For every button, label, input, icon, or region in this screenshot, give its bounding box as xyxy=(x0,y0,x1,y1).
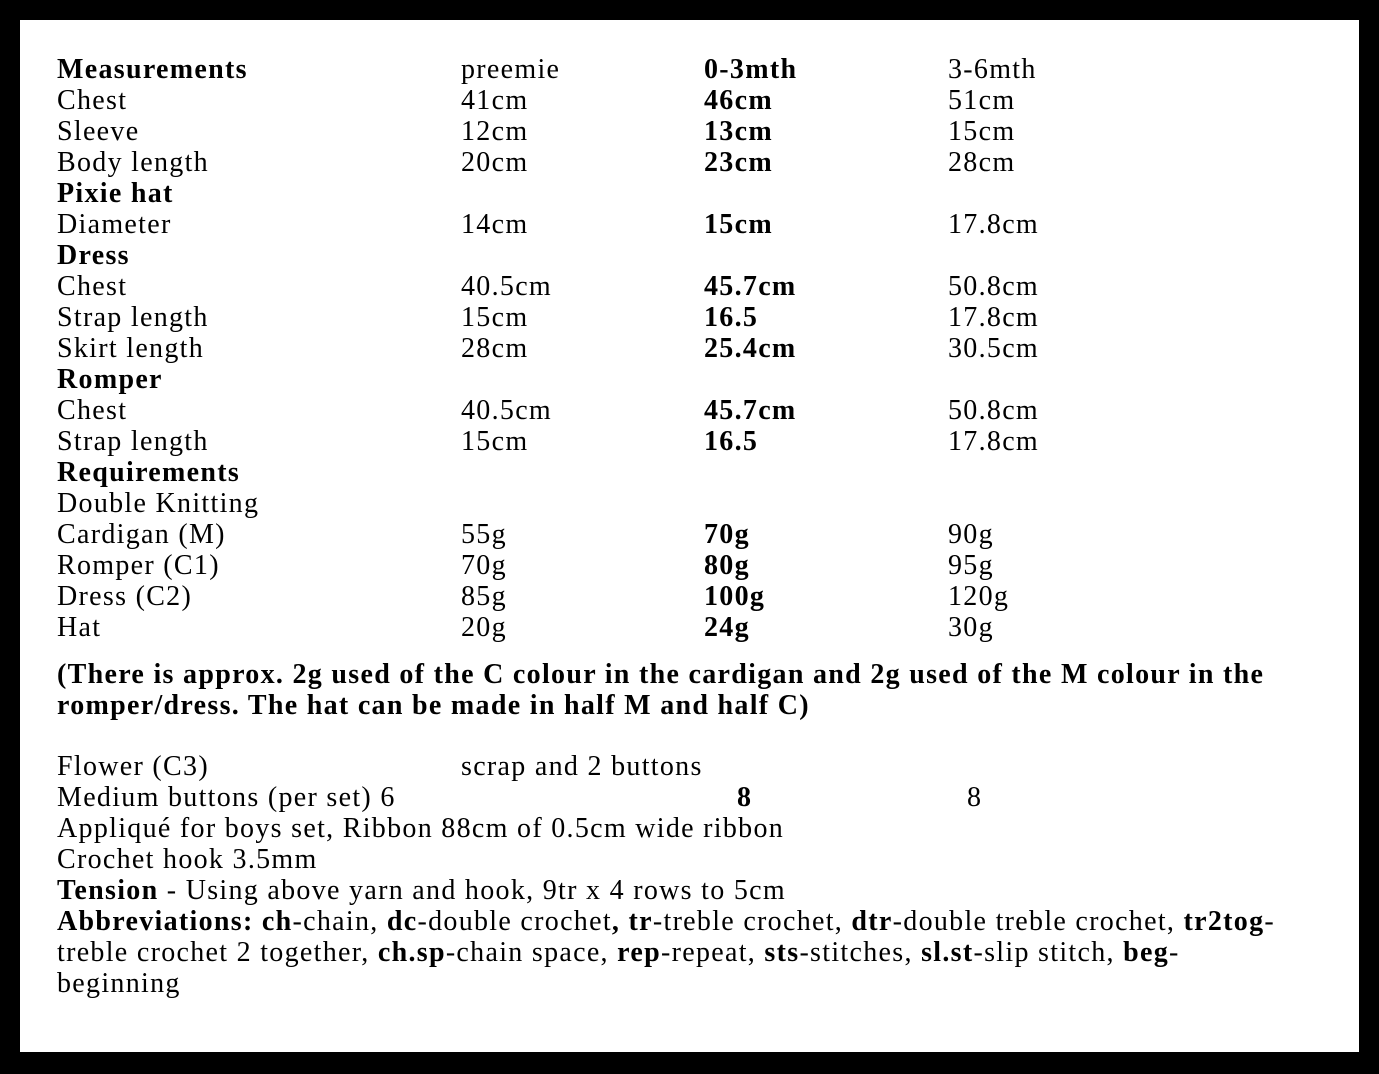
abbreviation-meaning: -treble crochet, xyxy=(652,906,852,937)
row-label: Skirt length xyxy=(57,333,205,364)
row-label: Cardigan (M) xyxy=(57,519,226,550)
size-value: 13cm xyxy=(704,116,773,147)
abbreviation-term: tr2tog xyxy=(1183,906,1265,937)
row-label: Chest xyxy=(57,85,128,116)
abbreviation-term: sts xyxy=(764,937,800,968)
row-label: Sleeve xyxy=(57,116,140,147)
abbreviations-label: Abbreviations: xyxy=(57,906,254,937)
row-label: Chest xyxy=(57,395,128,426)
row-label: Dress (C2) xyxy=(57,581,193,612)
tension-line xyxy=(57,875,1287,906)
size-value: 41cm xyxy=(461,85,529,116)
tension-label: Tension xyxy=(57,875,159,906)
row-label: Hat xyxy=(57,612,102,643)
hook-line: Crochet hook 3.5mm xyxy=(57,844,318,875)
measurement-row xyxy=(57,519,1287,550)
size-value: 45.7cm xyxy=(704,271,797,302)
applique-line: Appliqué for boys set, Ribbon 88cm of 0.5cm wide ribbon xyxy=(57,813,785,844)
size-value: 46cm xyxy=(704,85,773,116)
section-heading-row xyxy=(57,457,1287,488)
measurement-row xyxy=(57,85,1287,116)
flower-label: Flower (C3) xyxy=(57,751,209,782)
row-label: Diameter xyxy=(57,209,172,240)
abbreviation-meaning: -double crochet xyxy=(417,906,612,937)
size-value: 15cm xyxy=(461,302,529,333)
size-value: 28cm xyxy=(461,333,529,364)
size-value: 23cm xyxy=(704,147,773,178)
size-value: 14cm xyxy=(461,209,529,240)
abbreviation-meaning: -treble crochet 2 together, xyxy=(57,906,1276,968)
row-label: Body length xyxy=(57,147,209,178)
section-heading-row xyxy=(57,364,1287,395)
measurement-row xyxy=(57,426,1287,457)
abbreviation-meaning: -stitches, xyxy=(799,937,922,968)
abbreviation-term: ch xyxy=(261,906,293,937)
size-value: 12cm xyxy=(461,116,529,147)
size-value: 30g xyxy=(948,612,994,643)
size-value: 40.5cm xyxy=(461,271,553,302)
size-value: 70g xyxy=(461,550,507,581)
size-value: 17.8cm xyxy=(948,209,1040,240)
size-value: 17.8cm xyxy=(948,302,1040,333)
header-cell: 3-6mth xyxy=(948,54,1037,85)
size-value: 40.5cm xyxy=(461,395,553,426)
abbreviation-meaning: -slip stitch, xyxy=(973,937,1124,968)
abbreviation-meaning: -repeat, xyxy=(660,937,765,968)
size-value: 95g xyxy=(948,550,994,581)
size-value: 51cm xyxy=(948,85,1016,116)
measurement-row xyxy=(57,395,1287,426)
buttons-value-3-6mth: 8 xyxy=(967,782,983,813)
size-value: 16.5 xyxy=(704,302,759,333)
abbreviation-term: ch.sp xyxy=(377,937,446,968)
abbreviation-term: beg xyxy=(1123,937,1170,968)
size-value: 17.8cm xyxy=(948,426,1040,457)
size-value: 25.4cm xyxy=(704,333,797,364)
size-value: 24g xyxy=(704,612,750,643)
measurement-row xyxy=(57,581,1287,612)
row-label: Romper (C1) xyxy=(57,550,220,581)
size-value: 45.7cm xyxy=(704,395,797,426)
measurement-row xyxy=(57,116,1287,147)
row-label: Chest xyxy=(57,271,128,302)
abbreviations-paragraph xyxy=(57,906,1287,999)
size-value: 50.8cm xyxy=(948,271,1040,302)
size-value: 15cm xyxy=(461,426,529,457)
abbreviation-meaning: -chain, xyxy=(292,906,387,937)
size-value: 30.5cm xyxy=(948,333,1040,364)
size-value: 70g xyxy=(704,519,750,550)
size-value: 16.5 xyxy=(704,426,759,457)
abbreviation-term: dc xyxy=(386,906,418,937)
buttons-label: Medium buttons (per set) 6 xyxy=(57,782,396,813)
flower-value: scrap and 2 buttons xyxy=(461,751,703,782)
measurement-row xyxy=(57,302,1287,333)
size-value: 15cm xyxy=(948,116,1016,147)
size-value: 55g xyxy=(461,519,507,550)
section-heading-row xyxy=(57,240,1287,271)
measurement-row xyxy=(57,550,1287,581)
measurement-row xyxy=(57,147,1287,178)
pattern-document xyxy=(57,54,1287,999)
size-value: 20g xyxy=(461,612,507,643)
measurement-row xyxy=(57,488,1287,519)
size-value: 28cm xyxy=(948,147,1016,178)
size-value: 120g xyxy=(948,581,1010,612)
header-cell: 0-3mth xyxy=(704,54,798,85)
measurement-row xyxy=(57,209,1287,240)
tension-text: - Using above yarn and hook, 9tr x 4 rows to 5cm xyxy=(158,875,786,906)
section-heading: Pixie hat xyxy=(57,178,174,209)
flower-row xyxy=(57,751,1287,782)
abbreviation-meaning: -double treble crochet, xyxy=(892,906,1184,937)
section-heading-row xyxy=(57,178,1287,209)
colour-note: (There is approx. 2g used of the C colour in the cardigan and 2g used of the M colour in the romper/dress. The hat can be made in half M and half C) xyxy=(57,659,1265,721)
size-value: 20cm xyxy=(461,147,529,178)
abbreviation-term: dtr xyxy=(851,906,893,937)
row-label: Double Knitting xyxy=(57,488,260,519)
section-heading: Requirements xyxy=(57,457,241,488)
measurement-row xyxy=(57,612,1287,643)
abbreviation-term: sl.st xyxy=(921,937,974,968)
section-heading: Romper xyxy=(57,364,163,395)
abbreviation-meaning: -chain space, xyxy=(445,937,618,968)
row-label: Strap length xyxy=(57,426,209,457)
abbreviation-term: , tr xyxy=(611,906,653,937)
size-value: 100g xyxy=(704,581,766,612)
abbreviation-meaning: -beginning xyxy=(57,937,1180,999)
size-value: 15cm xyxy=(704,209,773,240)
header-cell: Measurements xyxy=(57,54,248,85)
measurements-table xyxy=(57,85,1287,643)
measurements-header-row xyxy=(57,54,1287,85)
section-heading: Dress xyxy=(57,240,130,271)
size-value: 85g xyxy=(461,581,507,612)
abbreviation-term: rep xyxy=(617,937,661,968)
measurement-row xyxy=(57,333,1287,364)
size-value: 90g xyxy=(948,519,994,550)
buttons-row xyxy=(57,782,1287,813)
size-value: 50.8cm xyxy=(948,395,1040,426)
row-label: Strap length xyxy=(57,302,209,333)
header-cell: preemie xyxy=(461,54,561,85)
buttons-value-0-3mth: 8 xyxy=(737,782,753,813)
size-value: 80g xyxy=(704,550,750,581)
document-page xyxy=(20,20,1359,1052)
measurement-row xyxy=(57,271,1287,302)
